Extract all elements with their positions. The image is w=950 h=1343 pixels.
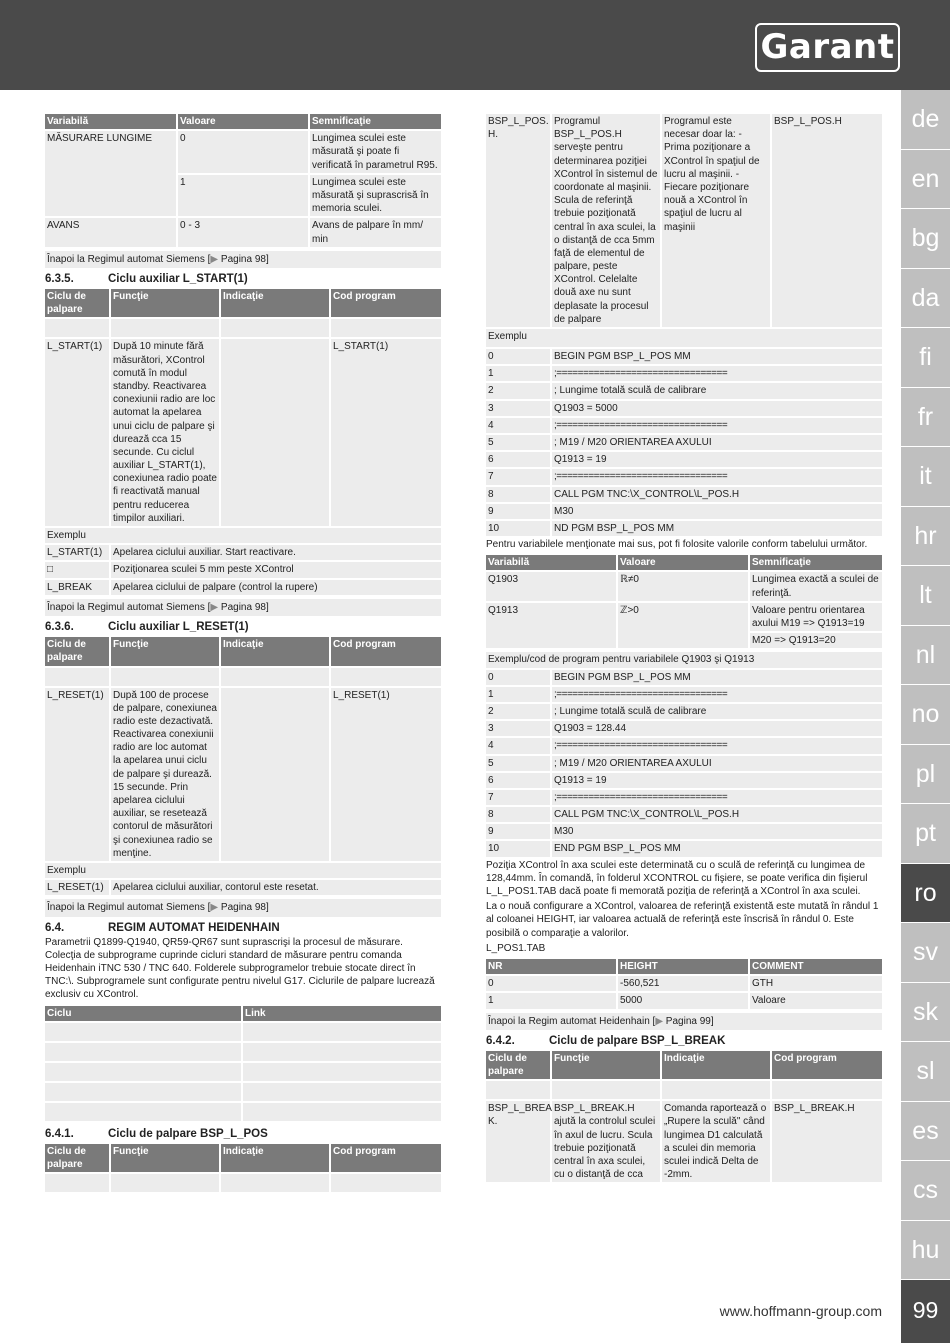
table-cell: Apelarea ciclului auxiliar. Start reactivare. [111,545,441,560]
table-row [45,1063,441,1081]
table-header: HEIGHT [618,959,750,974]
table-row [45,668,441,686]
table-header: Valoare [618,555,750,570]
paragraph: Pentru variabilele menţionate mai sus, pot fi folosite valorile conform tabelului următor. [486,539,868,551]
section-number: 6.3.5. [45,272,74,285]
lang-tab[interactable]: fi [901,328,950,388]
lang-tab[interactable]: pl [901,745,950,805]
section-number: 6.3.6. [45,620,74,633]
section-heading [45,620,441,635]
back-link-page: Pagina 99] [663,1015,714,1027]
page-number: 99 [901,1280,950,1343]
table-cell: MĂSURARE LUNGIME [45,131,178,216]
arrow-icon: ▶ [210,902,219,914]
table-row: 8 CALL PGM TNC:\X_CONTROL\L_POS.H [486,487,882,502]
code-line: ; M19 / M20 ORIENTAREA AXULUI [552,435,882,450]
table-cell: L_RESET(1) [45,688,111,861]
table-header: Variabilă [486,555,618,570]
table-cell: BSP_L_BREAK.H ajută la controlul sculei în axul de lucru. Scula trebuie poziţionată central în axa sculei, cu o distanţă de cca [552,1101,662,1182]
table-row: 9 M30 [486,504,882,519]
code-line: ;================================ [552,790,882,805]
table-header: Ciclu de palpare [45,637,111,665]
section-number: 6.4.1. [45,1127,74,1140]
table-row [45,131,441,173]
table-header: Cod program [331,1144,441,1172]
lang-tab[interactable]: bg [901,209,950,269]
table-row [45,1023,441,1041]
table-row [486,572,882,600]
table-row [45,1083,441,1101]
table-header: Ciclu de palpare [486,1051,552,1079]
lang-tab[interactable]: da [901,269,950,329]
cycle-table-lstart [45,287,441,597]
garant-logo: Garant [755,23,900,72]
lang-tab[interactable]: es [901,1102,950,1162]
back-link-page: Pagina 98] [218,601,269,613]
section-paragraph: Parametrii Q1899-Q1940, QR59-QR67 sunt suprascrişi la procesul de măsurare. Colecţia de subprograme cuprinde cicluri standard de măsurare pentru comanda Heidenhain iTNC 530 / TNC 640. Folderele subprogramelor trebuie stocate direct în TNC:\. Subprogramele sunt configurate pentru nivelul G17. Ciclurile de palpare lucrează exclusiv cu XControl. [45,936,435,1001]
table-cell [45,562,111,577]
lang-tab[interactable]: cs [901,1161,950,1221]
back-link-text: Înapoi la Regimul automat Siemens [ [47,902,211,914]
cycle-table-bsp-break [486,1049,882,1185]
section-title: Ciclu auxiliar L_START(1) [108,272,248,285]
table-header: Indicaţie [662,1051,772,1079]
code-line: ;================================ [552,738,882,753]
table-header: Indicaţie [221,1144,331,1172]
table-header: Indicaţie [221,289,331,317]
lang-tab-active[interactable]: ro [901,864,950,924]
lang-tab[interactable]: sk [901,983,950,1043]
table-cell: AVANS [45,218,178,246]
page-header [0,0,950,90]
example-label: Exemplu/cod de program pentru variabilele Q1903 şi Q1913 [486,652,882,667]
table-row [45,545,441,560]
lang-tab[interactable]: hu [901,1221,950,1281]
code-line: ;================================ [552,687,882,702]
bsp-pos-table [486,112,882,538]
table-row [45,1103,441,1121]
arrow-icon: ▶ [210,601,219,613]
table-row: 7 ;================================ [486,469,882,484]
table-cell: Lungimea sculei este măsurată şi suprascrisă în memoria sculei. [310,175,441,217]
table-row [45,863,441,878]
table-header: Funcţie [111,1144,221,1172]
table-cell: După 10 minute fără măsurători, XControl comută în modul standby. Reactivarea conexiunii radio are loc automat la apelarea unui ciclu de palpare şi durează cca 15 secunde. Cu ciclul auxiliar L_START(1), conexiunea radio poate fi reactivată manual pentru reducerea timpilor auxiliari. [111,339,221,526]
section-heading [486,1034,882,1049]
code-line: Q1903 = 128.44 [552,721,882,736]
table-row: 0 -560,521 GTH [486,976,882,991]
table-cell: M20 => Q1913=20 [750,633,882,648]
right-column [486,112,882,1184]
example-label: Exemplu [45,863,441,878]
code-line: ; Lungime totală sculă de calibrare [552,383,882,398]
code-line: BEGIN PGM BSP_L_POS MM [552,670,882,685]
lang-tab[interactable]: nl [901,626,950,686]
table-cell: L_BREAK [45,580,111,595]
table-row: 2 ; Lungime totală sculă de calibrare [486,383,882,398]
paragraph: La o nouă configurare a XControl, valoarea de referinţă existentă este mutată în rândul 1 al coloanei HEIGHT, iar valoarea actuală de referinţă este înscrisă în rândul 0. Este posibilă o comparaţie a valorilor. [486,901,879,939]
table-cell: BSP_L_BREA K. [486,1101,552,1182]
code-line: CALL PGM TNC:\X_CONTROL\L_POS.H [552,807,882,822]
code-line: CALL PGM TNC:\X_CONTROL\L_POS.H [552,487,882,502]
back-link-page: Pagina 98] [218,902,269,914]
table-cell: BSP_L_POS. H. [486,114,552,327]
section-title: REGIM AUTOMAT HEIDENHAIN [108,921,280,934]
table-row: 9 M30 [486,824,882,839]
table-row: 2 ; Lungime totală sculă de calibrare [486,704,882,719]
table-header: Cod program [331,637,441,665]
back-link[interactable] [45,251,441,268]
table-row [45,562,441,577]
code-line: Q1913 = 19 [552,452,882,467]
table-header: Funcţie [111,637,221,665]
table-cell: L_START(1) [45,339,111,526]
lang-tab[interactable]: sl [901,1042,950,1102]
code-line: BEGIN PGM BSP_L_POS MM [552,349,882,364]
code-line: ; M19 / M20 ORIENTAREA AXULUI [552,756,882,771]
lang-tab[interactable]: en [901,150,950,210]
back-link-text: Înapoi la Regimul automat Siemens [ [47,601,211,613]
table-cell: Q1903 [486,572,618,600]
lang-tab[interactable]: sv [901,923,950,983]
variable-table [45,112,441,249]
table-header: Funcţie [552,1051,662,1079]
table-header: Indicaţie [221,637,331,665]
table-row: 1 ;================================ [486,366,882,381]
table-row [45,319,441,337]
back-link-page: Pagina 98] [218,253,269,265]
arrow-icon: ▶ [210,253,219,265]
table-cell: Comanda raportează o „Rupere la sculă" când lungimea D1 calculată a sculei din memoria sculei indică Delta de -2mm. [662,1101,772,1182]
table-cell: Poziţionarea sculei 5 mm peste XControl [111,562,441,577]
table-row [45,580,441,595]
table-row [486,1101,882,1182]
variable-values-table [486,553,882,650]
table-header: Valoare [178,114,310,129]
table-cell [221,339,331,526]
table-cell: Lungimea sculei este măsurată şi poate fi verificată în parametrul R95. [310,131,441,173]
table-header: Semnificaţie [750,555,882,570]
section-number: 6.4. [45,921,65,934]
back-link-text: Înapoi la Regimul automat Siemens [ [47,253,211,265]
table-row [486,329,882,347]
table-header: Ciclu [45,1006,243,1021]
section-title: Ciclu de palpare BSP_L_BREAK [549,1034,726,1047]
table-row [486,652,882,667]
table-cell: L_RESET(1) [45,880,111,895]
lang-tab[interactable]: fr [901,388,950,448]
table-row: 0 BEGIN PGM BSP_L_POS MM [486,349,882,364]
example-label: Exemplu [45,528,441,543]
table-row: 1 ;================================ [486,687,882,702]
section-heading [45,921,441,936]
cycle-table-bsp-pos [45,1142,441,1194]
table-row: 10 ND PGM BSP_L_POS MM [486,521,882,536]
table-row: 6 Q1913 = 19 [486,452,882,467]
table-row: 5 ; M19 / M20 ORIENTAREA AXULUI [486,756,882,771]
table-row [486,1081,882,1099]
table-row [45,880,441,895]
back-link[interactable] [486,1013,882,1030]
table-cell: L_START(1) [331,339,441,526]
code-line: Q1903 = 5000 [552,401,882,416]
table-row [486,114,882,327]
code-line: ;================================ [552,366,882,381]
table-cell: ℝ≠0 [618,572,750,600]
code-line: ;================================ [552,418,882,433]
table-cell: L_START(1) [45,545,111,560]
code-line: ;================================ [552,469,882,484]
section-title: Ciclu de palpare BSP_L_POS [108,1127,268,1140]
paragraph: Poziţia XControl în axa sculei este determinată cu o sculă de referinţă cu lungimea de 128,44mm. În comandă, în folderul XCONTROL cu fişiere, se poate verifica din fişierul L_L_POS1.TAB dacă poate fi memorată poziţia de referinţă a XControl în axa sculei. [486,859,868,897]
table-header: Cod program [772,1051,882,1079]
code-line: M30 [552,824,882,839]
table-cell: Apelarea ciclului auxiliar, contorul este resetat. [111,880,441,895]
code-line: ; Lungime totală sculă de calibrare [552,704,882,719]
lang-tab[interactable]: pt [901,804,950,864]
table-row: 5 ; M19 / M20 ORIENTAREA AXULUI [486,435,882,450]
program-example-table [486,650,882,858]
code-line: M30 [552,504,882,519]
table-cell: Avans de palpare în mm/ min [310,218,441,246]
lang-tab[interactable]: no [901,685,950,745]
table-row: 4 ;================================ [486,738,882,753]
lang-tab[interactable]: de [901,90,950,150]
back-link-text: Înapoi la Regim automat Heidenhain [ [488,1015,656,1027]
code-line: END PGM BSP_L_POS MM [552,841,882,856]
table-row [45,1043,441,1061]
lang-tab[interactable]: hr [901,507,950,567]
table-header: COMMENT [750,959,882,974]
table-row: 10 END PGM BSP_L_POS MM [486,841,882,856]
cycle-table-lreset [45,635,441,897]
table-row: 0 BEGIN PGM BSP_L_POS MM [486,670,882,685]
table-cell: ℤ>0 [618,603,750,649]
table-row: 3 Q1903 = 5000 [486,401,882,416]
table-cell [221,688,331,861]
section-title: Ciclu auxiliar L_RESET(1) [108,620,249,633]
section-heading [45,272,441,287]
table-cell: Lungimea exactă a sculei de referinţă. [750,572,882,600]
table-row: 1 5000 Valoare [486,993,882,1008]
left-column [45,112,441,1194]
table-row [45,339,441,526]
table-cell: L_RESET(1) [331,688,441,861]
section-heading [45,1127,441,1142]
footer-url[interactable]: www.hoffmann-group.com [719,1303,882,1319]
missing-glyph-icon: □ [47,564,54,576]
lang-tab[interactable]: it [901,447,950,507]
table-row: 4 ;================================ [486,418,882,433]
table-row [45,688,441,861]
table-cell: Valoare pentru orientarea axului M19 => Q1913=19 [750,603,882,631]
table-header: Semnificaţie [310,114,441,129]
table-cell: După 100 de procese de palpare, conexiunea radio este dezactivată. Reactivarea conexiunii radio are loc automat la apelarea unui ciclu de palpare şi durează. 15 secunde. Prin apelarea ciclului auxiliar, se resetează contorul de măsurători şi conexiunea radio se menţine. [111,688,221,861]
link-table [45,1004,441,1123]
table-header: Funcţie [111,289,221,317]
table-cell: 0 - 3 [178,218,310,246]
code-line: ND PGM BSP_L_POS MM [552,521,882,536]
back-link[interactable] [45,899,441,916]
table-header: NR [486,959,618,974]
table-header: Cod program [331,289,441,317]
table-cell: Programul este necesar doar la: - Prima poziţionare a XControl în spaţiul de lucru al maşinii. - Fiecare poziţionare nouă a XControl în spaţiul de lucru al maşinii [662,114,772,327]
table-row: 3 Q1903 = 128.44 [486,721,882,736]
table-cell: BSP_L_POS.H [772,114,882,327]
table-row: 7 ;================================ [486,790,882,805]
code-line: Q1913 = 19 [552,773,882,788]
example-label: Exemplu [486,329,882,347]
table-cell: 1 [178,175,310,217]
table-caption: L_POS1.TAB [486,942,546,954]
table-cell: Apelarea ciclului de palpare (control la rupere) [111,580,441,595]
pos-tab-table [486,957,882,1011]
table-row [45,528,441,543]
table-row: 8 CALL PGM TNC:\X_CONTROL\L_POS.H [486,807,882,822]
table-cell: Programul BSP_L_POS.H serveşte pentru determinarea poziţiei XControl în sistemul de coordonate al maşinii. Scula de referinţă trebuie poziţionată central în axa sculei, la o distanţă de cca 5mm faţă de elementul de palpare, peste XControl. Celelalte două axe nu sunt deplasate la procesul de palpare [552,114,662,327]
table-header: Ciclu de palpare [45,289,111,317]
table-header: Link [243,1006,441,1021]
language-sidebar [901,90,950,1280]
table-row [45,218,441,246]
table-row: 6 Q1913 = 19 [486,773,882,788]
table-row [45,1174,441,1192]
lang-tab[interactable]: lt [901,566,950,626]
table-cell: Q1913 [486,603,618,649]
table-cell: 0 [178,131,310,173]
arrow-icon: ▶ [655,1015,664,1027]
section-number: 6.4.2. [486,1034,515,1047]
back-link[interactable] [45,599,441,616]
table-header: Ciclu de palpare [45,1144,111,1172]
table-row [486,603,882,631]
table-cell: BSP_L_BREAK.H [772,1101,882,1182]
table-header: Variabilă [45,114,178,129]
